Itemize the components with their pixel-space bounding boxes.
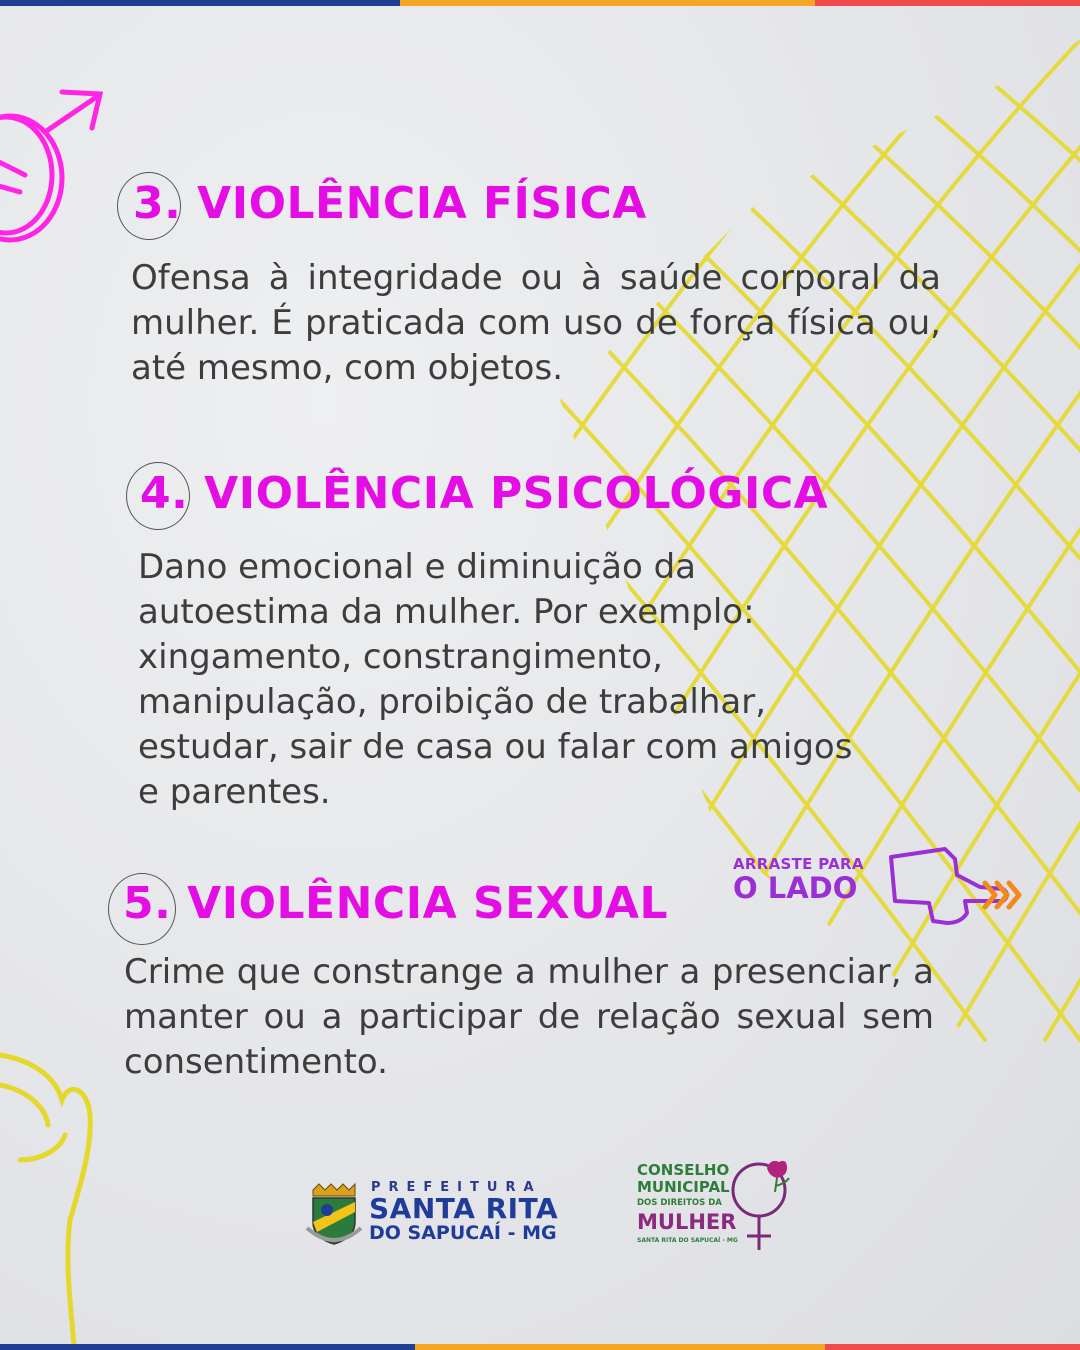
section-number: 5. (123, 878, 172, 929)
section-title: VIOLÊNCIA SEXUAL (187, 878, 669, 929)
pointing-hand-icon (885, 845, 1025, 930)
swipe-hint-line2: O LADO (733, 871, 858, 905)
conselho-line3: DOS DIREITOS DA (637, 1198, 722, 1208)
city-coat-of-arms-icon (305, 1182, 363, 1248)
text-line: e parentes. (138, 772, 331, 812)
section-number: 4. (140, 468, 189, 519)
conselho-line2: MUNICIPAL (637, 1178, 730, 1196)
conselho-line5: SANTA RITA DO SAPUCAÍ - MG (637, 1237, 738, 1244)
section-5-text: Crime que constrange a mulher a presenciar, a manter ou a participar de relação sexual sem consentimento. (124, 952, 934, 1082)
conselho-line4: MULHER (637, 1210, 737, 1234)
top-color-bar (0, 0, 1080, 6)
text-line: autoestima da mulher. Por exemplo: (138, 592, 755, 632)
text-line: xingamento, constrangimento, (138, 637, 663, 677)
section-title: VIOLÊNCIA PSICOLÓGICA (204, 468, 829, 519)
text-line: Dano emocional e diminuição da (138, 547, 697, 587)
swipe-hint-line1: ARRASTE PARA (733, 855, 864, 873)
section-3-text: Ofensa à integridade ou à saúde corporal da mulher. É praticada com uso de força física ou, até mesmo, com objetos. (131, 258, 941, 388)
prefeitura-sub: DO SAPUCAÍ - MG (369, 1222, 557, 1244)
section-4-heading (140, 468, 828, 519)
conselho-title (637, 1162, 729, 1179)
section-4-text (138, 545, 938, 815)
prefeitura-logo (305, 1180, 585, 1250)
section-5-heading (123, 878, 668, 929)
text-line: manipulação, proibição de trabalhar, (138, 682, 767, 722)
fist-icon (0, 1055, 90, 1345)
conselho-logo (637, 1160, 807, 1260)
bottom-color-bar (0, 1344, 1080, 1350)
section-3-heading (133, 178, 647, 229)
prefeitura-small-label: PREFEITURA (371, 1180, 542, 1195)
text-line: estudar, sair de casa ou falar com amigos (138, 727, 853, 767)
female-symbol-rose-icon (727, 1156, 807, 1256)
prefeitura-name: SANTA RITA (369, 1192, 559, 1225)
male-symbol-icon (0, 92, 100, 240)
conselho-line1: CONSELHO (637, 1161, 730, 1179)
section-title: VIOLÊNCIA FÍSICA (197, 178, 647, 229)
section-number: 3. (133, 178, 182, 229)
swipe-hint[interactable] (733, 855, 864, 903)
